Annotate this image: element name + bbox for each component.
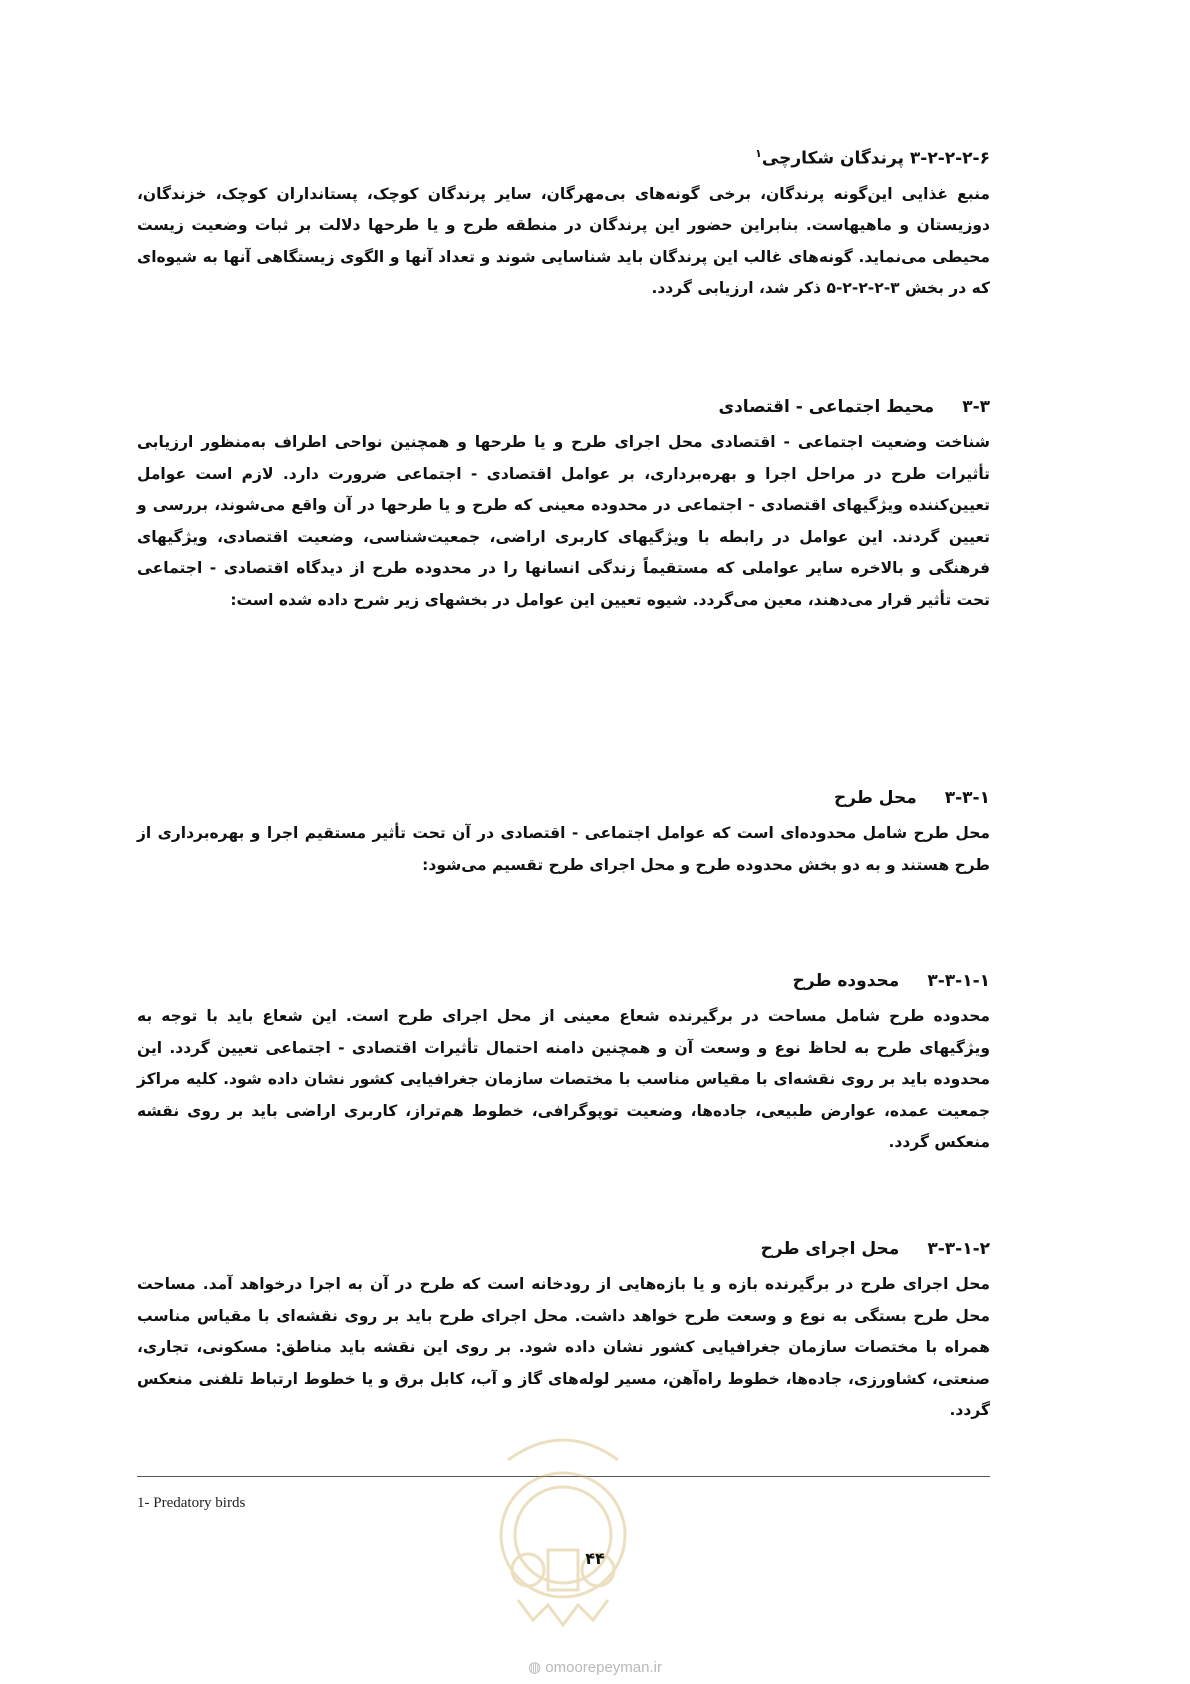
- section-paragraph: منبع غذایی این‌گونه پرندگان، برخی گونه‌های بی‌مهرگان، سایر پرندگان کوچک، پستانداران کوچک، خزندگان، دوزیستان و ماهیهاست. بنابراین حضور این پرندگان در منطقه طرح و یا طرحها دلالت بر ثبات وضعیت زیست محیطی می‌نماید. گونه‌های غالب این پرندگان باید شناسایی شوند و تعداد آنها و الگوی زیستگاهی آنها به شیوه‌ای که در بخش ۳-۲-۲-۲-۵ ذکر شد، ارزیابی گردد.: [137, 184, 990, 298]
- section-title: محل طرح: [834, 788, 917, 808]
- page-number: ۴۴: [585, 1549, 605, 1568]
- section-paragraph: شناخت وضعیت اجتماعی - اقتصادی محل اجرای طرح و یا طرحها و همچنین نواحی اطراف به‌منظور ارزیابی تأثیرات طرح در مراحل اجرا و بهره‌برداری، بر عوامل اقتصادی - اجتماعی ضرورت دارد. لازم است عوامل تعیین‌کننده ویژگیهای اقتصادی - اجتماعی در محدوده معینی که طرح و یا طرحها در آن واقع می‌شوند، بررسی و تعیین گردند. این عوامل در رابطه با ویژگیهای کاربری اراضی، جمعیت‌شناسی، وضعیت اقتصادی، ویژگیهای فرهنگی و بالاخره سایر عواملی که مستقیماً زندگی انسانها را در محدوده طرح از دیدگاه اقتصادی - اجتماعی تحت تأثیر قرار می‌دهند، معین می‌گردد. شیوه تعیین این عوامل در بخشهای زیر شرح داده شده است:: [137, 433, 990, 609]
- footnote: 1- Predatory birds: [137, 1495, 246, 1511]
- watermark-seal-icon: [488, 1420, 638, 1650]
- section-paragraph: محل طرح شامل محدوده‌ای است که عوامل اجتماعی - اقتصادی در آن تحت تأثیر مستقیم اجرا و بهره‌برداری از طرح هستند و به دو بخش محدوده طرح و محل اجرای طرح تقسیم می‌شود:: [137, 824, 990, 874]
- section-number: ۳-۳-۱-۱: [927, 971, 990, 991]
- watermark-url: [0, 1658, 1190, 1676]
- section-title: محل اجرای طرح: [760, 1239, 900, 1259]
- section-paragraph: محل اجرای طرح در برگیرنده بازه و یا بازه‌هایی از رودخانه است که طرح در آن به اجرا درخواهد آمد. مساحت محل طرح بستگی به نوع و وسعت طرح خواهد داشت. محل اجرای طرح باید بر روی نقشه‌ای با مقیاس مناسب همراه با مختصات سازمان جغرافیایی کشور نشان داده شود. بر روی این نقشه باید مناطق: مسکونی، تجاری، صنعتی، کشاورزی، جاده‌ها، خطوط راه‌آهن، مسیر لوله‌های گاز و آب، کابل برق و یا خطوط ارتباط تلفنی منعکس گردد.: [137, 1275, 990, 1419]
- section-heading: [137, 786, 990, 810]
- section-paragraph: محدوده طرح شامل مساحت در برگیرنده شعاع معینی از محل اجرای طرح است. این شعاع باید با توجه به ویژگیهای طرح به لحاظ نوع و وسعت آن و همچنین دامنه احتمال تأثیرات اقتصادی - اجتماعی تعیین گردد. این محدوده باید بر روی نقشه‌ای با مقیاس مناسب با مختصات سازمان جغرافیایی کشور نشان داده شود. کلیه مراکز جمعیت عمده، عوارض طبیعی، جاده‌ها، وضعیت توپوگرافی، خطوط هم‌تراز، کاربری اراضی باید بر روی نقشه منعکس گردد.: [137, 1007, 990, 1151]
- section-number: ۳-۳-۱: [944, 788, 990, 808]
- section-socioeconomic: [137, 395, 990, 616]
- globe-icon: ◍: [528, 1659, 542, 1676]
- section-number: ۳-۳-۱-۲: [927, 1239, 990, 1259]
- section-title: محیط اجتماعی - اقتصادی: [718, 397, 935, 417]
- section-heading: [137, 1237, 990, 1261]
- section-project-area: [137, 969, 990, 1159]
- section-execution-site: [137, 1237, 990, 1427]
- section-project-site: [137, 786, 990, 881]
- section-number: ۳-۳: [962, 397, 990, 417]
- heading-text: ۳-۲-۲-۲-۶ پرندگان شکارچی: [761, 148, 990, 169]
- section-title: محدوده طرح: [792, 971, 900, 991]
- section-heading: [137, 969, 990, 993]
- watermark-url-text: omoorepeyman.ir: [545, 1659, 662, 1676]
- section-heading: [137, 142, 990, 171]
- section-predatory-birds: [137, 142, 990, 305]
- footnote-ref: ۱: [755, 147, 762, 160]
- section-heading: [137, 395, 990, 419]
